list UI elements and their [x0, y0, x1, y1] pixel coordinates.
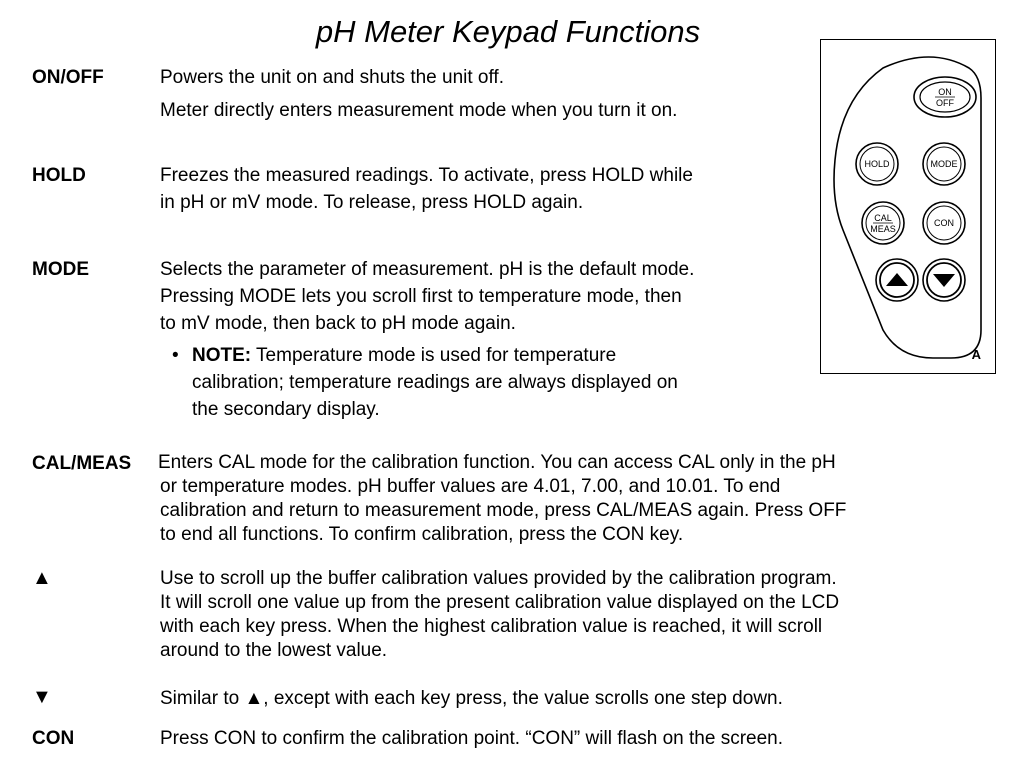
on-label: ON — [938, 87, 952, 97]
con-button — [923, 202, 965, 244]
desc-line: Freezes the measured readings. To activate, press HOLD while — [160, 165, 693, 186]
desc-line-start: Similar to — [160, 688, 245, 709]
up-arrow-icon: ▲ — [244, 688, 264, 709]
note-line: Temperature mode is used for temperature — [251, 345, 617, 366]
term-mode: MODE — [32, 259, 89, 280]
hold-label: HOLD — [864, 159, 890, 169]
desc-line: Enters CAL mode for the calibration function. You can access CAL only in the pH — [158, 452, 836, 473]
figure-label: A — [971, 347, 981, 362]
desc-down — [160, 685, 783, 712]
term-cal-meas: CAL/MEAS — [32, 453, 132, 474]
cal-meas-button — [862, 202, 904, 244]
down-arrow-icon: ▼ — [32, 686, 52, 708]
term-hold: HOLD — [32, 165, 86, 186]
note-line: calibration; temperature readings are always displayed on — [192, 372, 678, 393]
note-bullet — [192, 342, 792, 423]
desc-on-off — [160, 64, 677, 124]
mode-label: MODE — [930, 159, 958, 169]
page-title: pH Meter Keypad Functions — [315, 14, 701, 49]
cal-label: CAL — [874, 213, 892, 223]
mode-button — [923, 143, 965, 185]
desc-mode — [160, 256, 694, 337]
desc-line: or temperature modes. pH buffer values are 4.01, 7.00, and 10.01. To end — [160, 476, 781, 497]
con-label: CON — [934, 218, 954, 228]
desc-line: Use to scroll up the buffer calibration values provided by the calibration program. — [160, 568, 837, 589]
hold-button — [856, 143, 898, 185]
desc-line: to mV mode, then back to pH mode again. — [160, 313, 516, 334]
desc-con — [160, 725, 783, 752]
desc-hold — [160, 162, 693, 216]
desc-line: Meter directly enters measurement mode when you turn it on. — [160, 100, 678, 121]
note-label: NOTE: — [192, 345, 252, 366]
desc-line: with each key press. When the highest calibration value is reached, it will scroll — [160, 616, 823, 637]
on-off-button — [914, 77, 976, 117]
down-arrow-button — [923, 259, 965, 301]
desc-line: Selects the parameter of measurement. pH is the default mode. — [160, 259, 695, 280]
term-con: CON — [32, 728, 75, 749]
desc-line: It will scroll one value up from the present calibration value displayed on the LCD — [160, 592, 840, 613]
desc-line-end: , except with each key press, the value scrolls one step down. — [263, 688, 783, 709]
keypad-drawing — [821, 40, 997, 375]
desc-line: in pH or mV mode. To release, press HOLD again. — [160, 192, 584, 213]
up-arrow-button — [876, 259, 918, 301]
desc-line: around to the lowest value. — [160, 640, 388, 661]
term-on-off: ON/OFF — [32, 67, 104, 88]
off-label: OFF — [936, 98, 954, 108]
desc-line: calibration and return to measurement mode, press CAL/MEAS again. Press OFF — [160, 500, 847, 521]
desc-line: Pressing MODE lets you scroll first to temperature mode, then — [160, 286, 682, 307]
desc-up — [160, 567, 839, 663]
desc-line: Press CON to confirm the calibration point. “CON” will flash on the screen. — [160, 728, 784, 749]
desc-line: Powers the unit on and shuts the unit off. — [160, 67, 504, 88]
bullet-marker: • — [172, 345, 179, 366]
up-arrow-icon: ▲ — [32, 567, 52, 589]
keypad-figure — [820, 39, 996, 374]
note-line: the secondary display. — [192, 399, 380, 420]
meas-label: MEAS — [870, 224, 896, 234]
desc-line: to end all functions. To confirm calibration, press the CON key. — [160, 524, 684, 545]
desc-cal-meas — [158, 451, 846, 547]
